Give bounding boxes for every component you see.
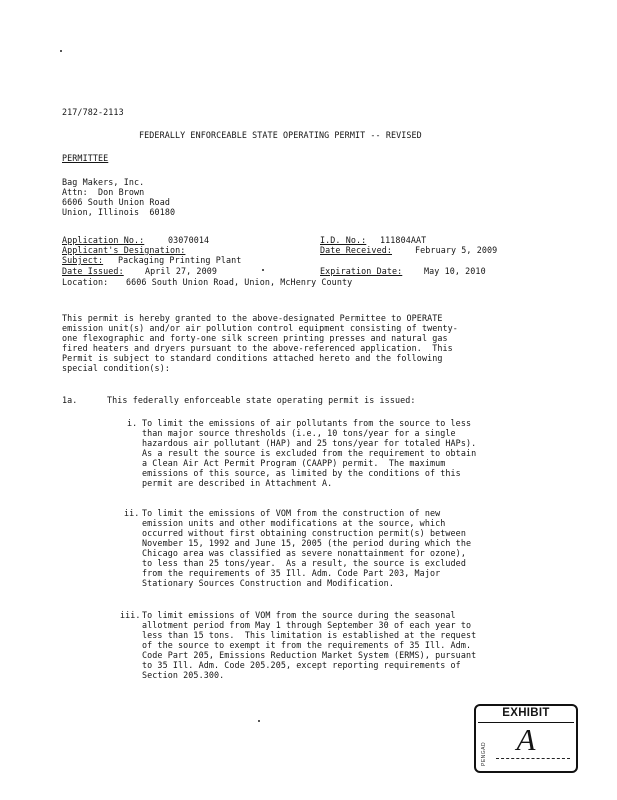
address-line: 6606 South Union Road [62,197,170,207]
paragraph-line: emission unit(s) and/or air pollution control equipment consisting of twenty- [62,323,458,333]
document-title: FEDERALLY ENFORCEABLE STATE OPERATING PERMIT -- REVISED [139,130,422,140]
date-issued-value: April 27, 2009 [145,266,217,276]
condition-item-2 [142,508,471,588]
item-line: from the requirements of 35 Ill. Adm. Code Part 203, Major [142,568,441,578]
document-reference: 217/782-2113 [62,107,124,117]
item-line: less than 15 tons. This limitation is established at the request [142,630,477,640]
item-line: hazardous air pollutant (HAP) and 25 tons/year for totaled HAPs). [142,438,477,448]
exhibit-title: EXHIBIT [502,707,550,719]
subject-value: Packaging Printing Plant [118,255,242,265]
item-line: allotment period from May 1 through September 30 of each year to [142,620,472,630]
expiration-date-label: Expiration Date: [320,266,403,276]
item-line: emissions of this source, as limited by the conditions of this [142,468,461,478]
scan-speck [258,720,260,722]
item-line: Chicago area was classified as severe nonattainment for ozone), [142,548,466,558]
paragraph-line: one flexographic and forty-one silk screen printing presses and natural gas [62,333,448,343]
item-line: of the source to exempt it from the requirements of 35 Ill. Adm. [142,640,472,650]
item-marker: i. [127,418,138,428]
scan-speck [60,50,62,52]
exhibit-side-brand: PENGAD [481,741,487,766]
item-line: than major source thresholds (i.e., 10 tons/year for a single [142,428,456,438]
item-line: to 35 Ill. Adm. Code 205.205, except reporting requirements of [142,660,461,670]
address-line: Attn: Don Brown [62,187,145,197]
condition-number: 1a. [62,395,78,405]
id-no-label: I.D. No.: [320,235,367,245]
location-label: Location: [62,277,109,287]
application-no-label: Application No.: [62,235,145,245]
scan-speck [262,269,264,271]
expiration-date-value: May 10, 2010 [424,266,486,276]
item-line: November 15, 1992 and June 15, 2005 (the period during which the [142,538,472,548]
paragraph-line: This permit is hereby granted to the above-designated Permittee to OPERATE [62,313,443,323]
item-line: To limit the emissions of air pollutants from the source to less [142,418,472,428]
item-line: permit are described in Attachment A. [142,478,333,488]
subject-label: Subject: [62,255,104,265]
exhibit-letter: A [516,722,536,757]
condition-item-3 [142,610,476,680]
permittee-heading: PERMITTEE [62,153,109,163]
item-line: emission units and other modifications at the source, which [142,518,446,528]
location-value: 6606 South Union Road, Union, McHenry County [126,277,353,287]
address-line: Bag Makers, Inc. [62,177,145,187]
exhibit-baseline [496,758,570,760]
exhibit-sticker [474,704,578,773]
item-line: to less than 25 tons/year. As a result, the source is excluded [142,558,466,568]
application-no-value: 03070014 [168,235,210,245]
item-line: As a result the source is excluded from the requirement to obtain [142,448,477,458]
condition-text: This federally enforceable state operating permit is issued: [107,395,416,405]
permit-intro-paragraph [62,313,458,373]
applicant-designation-label: Applicant's Designation: [62,245,186,255]
date-received-value: February 5, 2009 [415,245,498,255]
item-line: Section 205.300. [142,670,225,680]
paragraph-line: fired heaters and dryers pursuant to the above-referenced application. This [62,343,453,353]
item-marker: ii. [124,508,140,518]
item-line: Code Part 205, Emissions Reduction Market System (ERMS), pursuant [142,650,477,660]
permittee-address [62,177,175,217]
item-line: Stationary Sources Construction and Modification. [142,578,394,588]
date-received-label: Date Received: [320,245,392,255]
paragraph-line: Permit is subject to standard conditions attached hereto and the following [62,353,443,363]
item-marker: iii. [120,610,141,620]
id-no-value: 111804AAT [380,235,427,245]
condition-item-1 [142,418,476,488]
paragraph-line: special condition(s): [62,363,170,373]
item-line: To limit emissions of VOM from the source during the seasonal [142,610,456,620]
item-line: a Clean Air Act Permit Program (CAAPP) permit. The maximum [142,458,446,468]
address-line: Union, Illinois 60180 [62,207,176,217]
date-issued-label: Date Issued: [62,266,124,276]
item-line: occurred without first obtaining construction permit(s) between [142,528,466,538]
item-line: To limit the emissions of VOM from the construction of new [142,508,441,518]
